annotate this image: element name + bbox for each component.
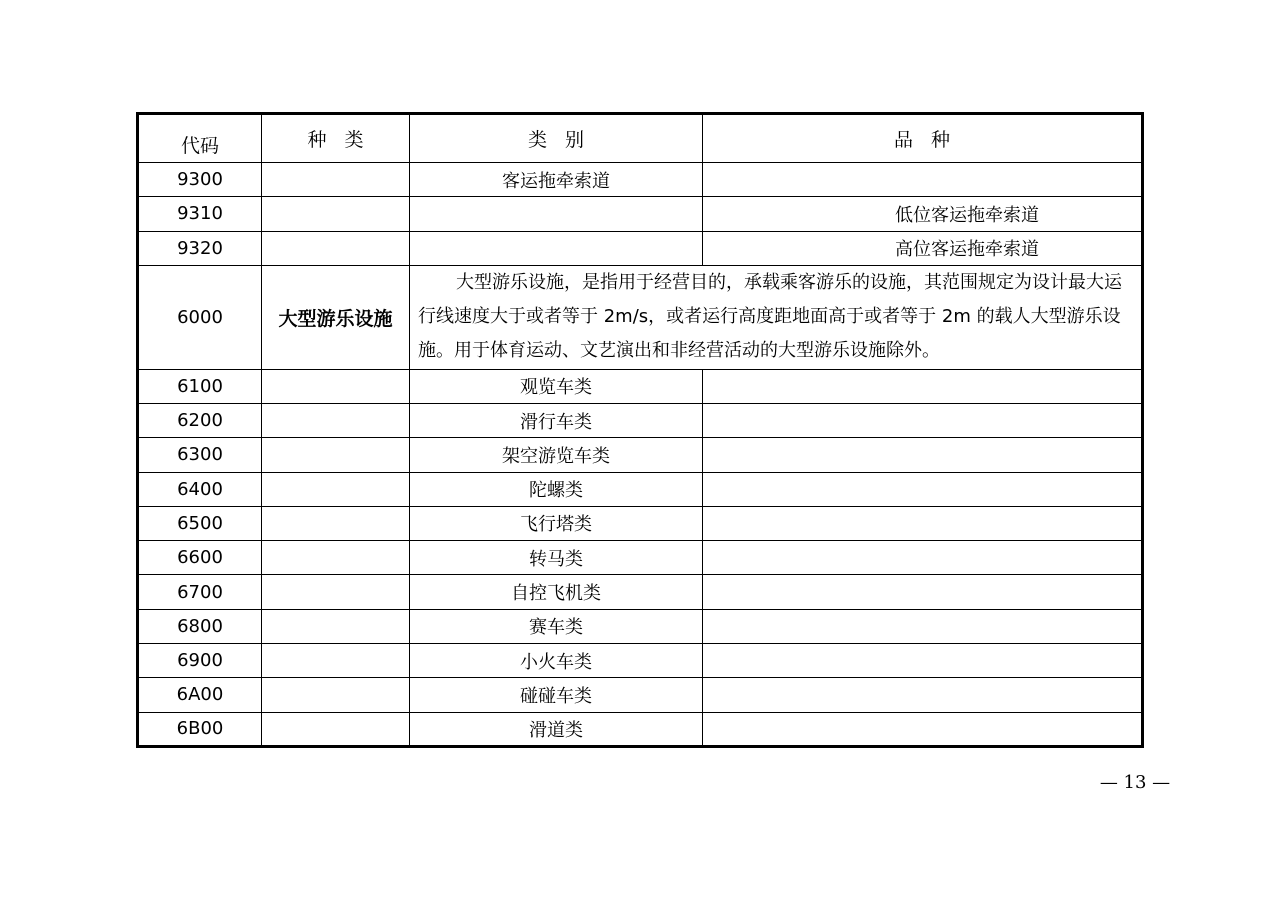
cell-item [703,678,1143,712]
table-row [138,643,1143,677]
cell-item [703,404,1143,438]
table-row [138,404,1143,438]
table-row [138,197,1143,231]
cell-kind [262,438,410,472]
cell-kind [262,643,410,677]
equipment-classification-table [136,112,1144,748]
cell-category: 赛车类 [410,609,703,643]
header-category: 类别 [410,114,703,163]
table-row [138,506,1143,540]
table-row [138,163,1143,197]
cell-code: 6900 [138,643,262,677]
cell-item: 低位客运拖牵索道 [703,197,1143,231]
cell-kind [262,506,410,540]
cell-item [703,609,1143,643]
table-row [138,472,1143,506]
cell-kind [262,369,410,403]
cell-kind [262,197,410,231]
cell-code: 9300 [138,163,262,197]
cell-code: 6700 [138,575,262,609]
table-row [138,575,1143,609]
table-row [138,609,1143,643]
table-row [138,712,1143,746]
cell-category: 飞行塔类 [410,506,703,540]
cell-category: 观览车类 [410,369,703,403]
cell-code: 6400 [138,472,262,506]
cell-category [410,231,703,265]
cell-category: 客运拖牵索道 [410,163,703,197]
cell-category [410,197,703,231]
header-item: 品种 [703,114,1143,163]
cell-item [703,506,1143,540]
table-row [138,231,1143,265]
cell-kind [262,609,410,643]
table-header-row [138,114,1143,163]
cell-kind [262,575,410,609]
cell-item [703,575,1143,609]
section-row [138,265,1143,369]
table-row [138,541,1143,575]
cell-category: 转马类 [410,541,703,575]
cell-kind [262,231,410,265]
section-description-cell [410,265,1143,369]
cell-kind [262,541,410,575]
cell-category: 陀螺类 [410,472,703,506]
cell-category: 碰碰车类 [410,678,703,712]
cell-item [703,369,1143,403]
page-number: — 13 — [1099,772,1171,793]
cell-code: 6800 [138,609,262,643]
cell-kind [262,472,410,506]
table-row [138,678,1143,712]
cell-kind [262,163,410,197]
table-row [138,369,1143,403]
table-row [138,438,1143,472]
cell-kind [262,678,410,712]
cell-code: 6B00 [138,712,262,746]
cell-code: 6100 [138,369,262,403]
cell-code: 6A00 [138,678,262,712]
cell-code: 6200 [138,404,262,438]
cell-code: 6600 [138,541,262,575]
section-description: 大型游乐设施，是指用于经营目的，承载乘客游乐的设施，其范围规定为设计最大运行线速度大于或者等于 2m/s，或者运行高度距地面高于或者等于 2m 的载人大型游乐设施。用于体育运动、文艺演出和非经营活动的大型游乐设施除外。 [418,272,1122,362]
cell-item [703,163,1143,197]
cell-code: 9310 [138,197,262,231]
header-kind: 种类 [262,114,410,163]
cell-kind [262,404,410,438]
section-kind: 大型游乐设施 [262,265,410,369]
cell-category: 自控飞机类 [410,575,703,609]
cell-item [703,541,1143,575]
cell-code: 9320 [138,231,262,265]
cell-code: 6300 [138,438,262,472]
cell-kind [262,712,410,746]
cell-category: 滑道类 [410,712,703,746]
cell-item: 高位客运拖牵索道 [703,231,1143,265]
section-code: 6000 [138,265,262,369]
cell-item [703,472,1143,506]
cell-item [703,438,1143,472]
cell-code: 6500 [138,506,262,540]
cell-category: 滑行车类 [410,404,703,438]
cell-category: 架空游览车类 [410,438,703,472]
cell-item [703,643,1143,677]
cell-item [703,712,1143,746]
header-code: 代码 [138,114,262,163]
cell-category: 小火车类 [410,643,703,677]
